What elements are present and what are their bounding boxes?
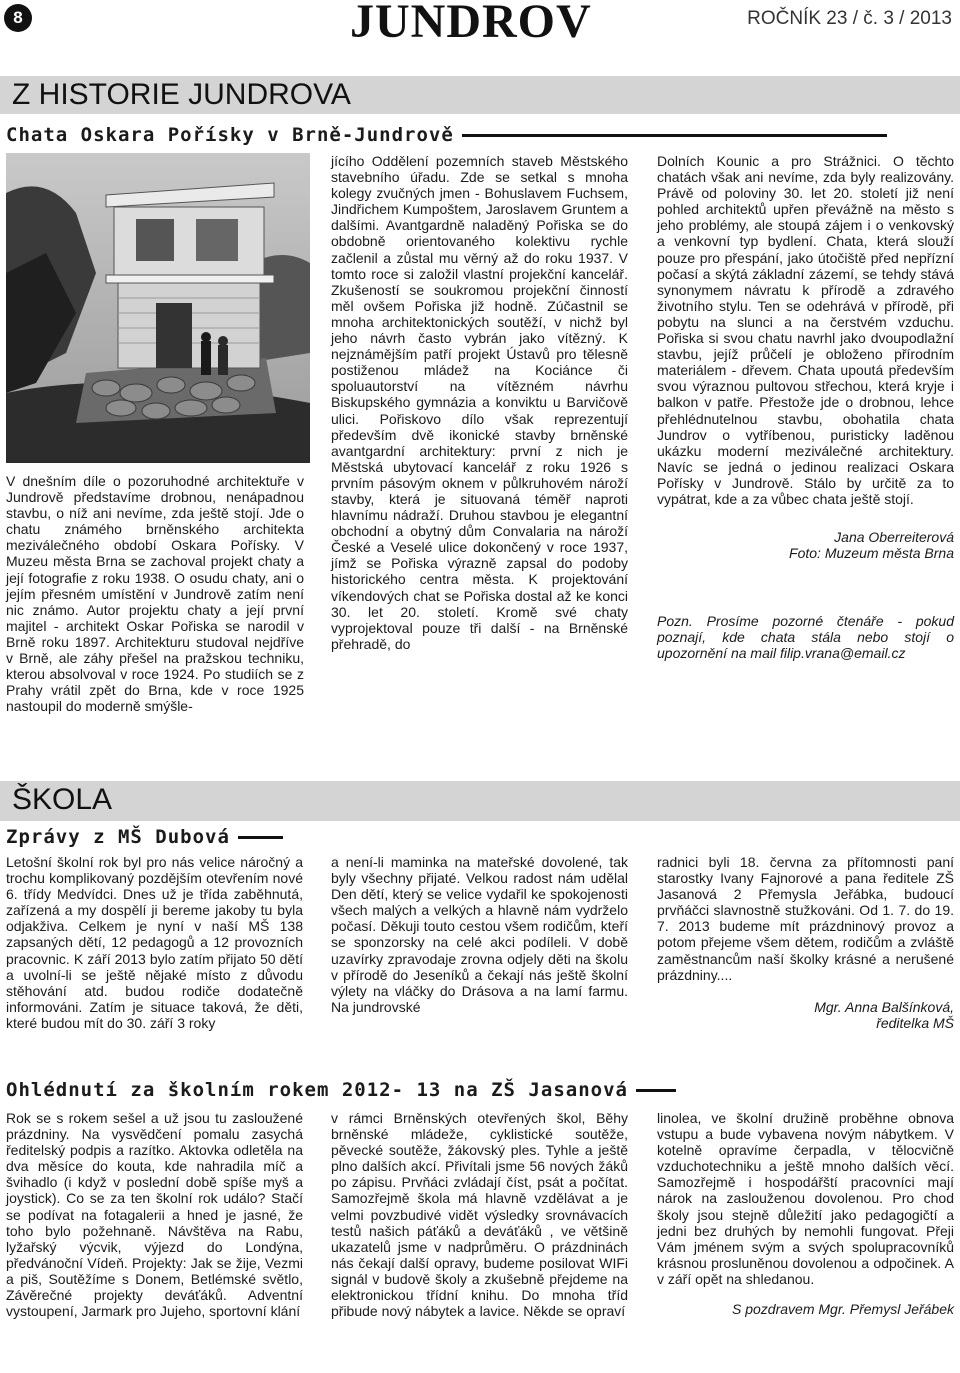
ms-column-2 [331, 854, 628, 1015]
article-title-text: Chata Oskara Pořísky v Brně-Jundrově [6, 124, 454, 146]
zs-text-3: linolea, ve školní družině proběhne obnova vstupu a bude vybavena novým nábytkem. V kotelně opravíme čerpadla, v tělocvičně vzduchotechniku a ještě mnoho dalších věcí. Samozřejmě i hospodářští pracovníci mají nárok na zaslouženou dovolenou. Pro chod školy jsou stejně důležití jako pedagogičtí a jedni bez druhých by nemohli fungovat. Přeji Vám jménem svým a svých spolupracovníků krásnou prosluněnou dovolenou a odpočinek. A v září opět na shledanou. [657, 1110, 954, 1287]
title-rule [238, 836, 283, 839]
chalet-photo [6, 153, 310, 463]
article-title-ms-text: Zprávy z MŠ Dubová [6, 826, 230, 848]
article-title-history [6, 124, 887, 146]
ms-column-3 [657, 854, 954, 1031]
history-column-1 [6, 473, 304, 714]
zs-text-2: v rámci Brněnských otevřených škol, Běhy brněnské mládeže, cyklistické soutěže, pěvecké soutěže, žákovský ples. Tyhle a ještě plno dalších akcí. Přivítali jsme 56 nových žáků po zápisu. Prvňáci zvládají číst, psát a počítat. Samozřejmě škola má hlavně vzdělávat a je velmi povzbudivé vidět výsledky srovnávacích testů našich páťáků a deváťáků , ve většině ukazatelů jsme v nadprůměru. O prázdninách nás čekají další opravy, budeme posilovat WIFi signál v budově školy a zkušebně přejdeme na elektronickou třídní knihu. Do mnoha tříd přibude nový nábytek a lavice. Někde se opraví [331, 1110, 628, 1320]
zs-column-2 [331, 1110, 628, 1319]
article-title-ms [6, 826, 283, 848]
title-rule [462, 134, 887, 137]
ms-text-1: Letošní školní rok byl pro nás velice náročný a trochu komplikovaný pozdějším otevřením nové 6. třídy Medvídci. Dnes už je třída zaběhnutá, zařízená a my dospělí ji bereme jakoby tu byla odjakživa. Celkem je nyní v naší MŠ 138 zapsaných dětí, 12 pedagogů a 12 provozních pracovnic. K září 2013 bylo zatím přijato 50 dětí a uvolní-li se ještě nějaké místo z důvodu stěhování atd. budou rodiče dodatečně informováni. Zatím je situace taková, že děti, které budou mít do 30. září 3 roky [6, 854, 303, 1031]
section-title-school: ŠKOLA [12, 783, 113, 816]
article-title-zs-text: Ohlédnutí za školním rokem 2012- 13 na ZŠ Jasanová [6, 1079, 628, 1101]
ms-text-2: a není-li maminka na mateřské dovolené, tak byly všechny přijaté. Velkou radost nám udělal Den dětí, který se velice vydařil ke spokojenosti všech malých a velkých a hlavně nám vydrželo počasí. Děkuji touto cestou všem rodičům, kteří se sponzorsky na celé akci podíleli. V době uzavírky zpravodaje zrovna odjely děti na školu v přírodě do Jeseníků a čekají nás ještě školní výlety na vláčky do Drásova a na lamí farmu. Na jundrovské [331, 854, 628, 1015]
history-text-3: Dolních Kounic a pro Strážnici. O těchto chatách však ani nevíme, zda byly realizovány. Právě od poloviny 30. let 20. století již není pohled architektů upřen převážně na město s jeho problémy, ale stoupá zájem i o venkovský a venkovní typ bydlení. Chata, která slouží pouze pro přespání, jako útočiště před nepřízní počasí a skýtá základní zázemí, se tehdy stává synonymem návratu k přírodě a zdravého životního stylu. Ten se odehrává v přírodě, při pobytu na slunci a na čerstvém vzduchu. Pořiska si svou chatu navrhl jako dvoupodlažní stavbu, jejíž průčelí je obloženo přírodním materiálem - dřevem. Chata upoutá především svou výraznou pultovou střechou, která kryje i balkon v patře. Přestože jde o drobnou, lehce přehlédnutelnou stavbu, obohatila chata Jundrov o vytříbenou, puristicky laděnou ukázku moderní meziválečné architektury. Navíc se jedná o jedinou realizaci Oskara Pořísky v Jundrově. Stálo by určitě za to vypátrat, kde a za vůbec chata ještě stojí. [657, 153, 954, 507]
history-text-1: V dnešním díle o pozoruhodné architektuře v Jundrově představíme drobnou, nenápadnou stavbu, o níž ani nevíme, zda ještě stojí. Jde o chatu známého brněnského architekta meziválečného období Oskara Pořísky. V Muzeu města Brna se zachoval projekt chaty a její fotografie z roku 1938. O osudu chaty, ani o jejím přesném umístění v Jundrově zatím není nic známo. Autor projektu chaty a její první majitel - architekt Oskar Pořiska se narodil v Brně roku 1897. Architekturu studoval nejdříve v Brně, ale záhy přešel na pražskou techniku, kterou absolvoval v roce 1924. Po studiích se z Prahy vrátil zpět do Brna, kde v roce 1925 nastoupil do moderně smýšle- [6, 473, 304, 715]
zs-column-1 [6, 1110, 303, 1319]
photo-credit: Foto: Muzeum města Brna [789, 545, 954, 562]
section-title-history: Z HISTORIE JUNDROVA [12, 78, 351, 111]
author-name: Jana Oberreiterová [834, 529, 954, 546]
section-band-school [0, 781, 960, 821]
zs-signature: S pozdravem Mgr. Přemysl Jeřábek [732, 1301, 954, 1318]
history-column-2 [331, 153, 628, 652]
reader-note: Pozn. Prosíme pozorné čtenáře - pokud poznají, kde chata stála nebo stojí o upozornění na mail filip.vrana@email.cz [657, 613, 954, 662]
history-column-3 [657, 153, 954, 662]
zs-text-1: Rok se s rokem sešel a už jsou tu zasloužené prázdniny. Na vysvědčení pomalu zasychá ředitelský podpis a razítko. Aktovka odletěla na dva měsíce do kouta, kde nahradila míč a švihadlo (i když v poslední době spíše myš a joystick). Co se za ten školní rok událo? Stačí se podívat na fotagalerii a hned je jasné, že toho bylo požehnaně. Návštěva na Rabu, lyžařský výcvik, výjezd do Londýna, předvánoční Vídeň. Projekty: Jak se žije, Vezmi a piš, Soutěžíme s Donem, Betlémské světlo, Závěrečné projekty deváťáků. Adventní vystoupení, Jarmark pro Jujeho, sportovní klání [6, 1110, 303, 1320]
ms-column-1 [6, 854, 303, 1031]
masthead-title: JUNDROV [350, 0, 592, 48]
title-rule [636, 1089, 676, 1092]
history-text-2: jícího Oddělení pozemních staveb Městského stavebního úřadu. Zde se setkal s mnoha kolegy zvučných jmen - Bohuslavem Fuchsem, Jindřichem Kumpoštem, Jaroslavem Gruntem a dalšími. Avantgardně naladěný Pořiska se do obdobně orientovaného kolektivu rychle začlenil a zůstal mu věrný až do roku 1937. V tomto roce si založil vlastní projekční kancelář. Zkušeností se soukromou projekční činností měl ovšem Pořiska již hodně. Zúčastnil se mnoha architektonických soutěží, v nichž byl jeho návrh často vybrán jako vítězný. K nejznámějším patří projekt Ústavů pro tělesně postiženou mládež na Kociánce či spoluautorství na vítězném návrhu Biskupského gymnázia a konviktu u Barvičově ulici. Pořiskovo dílo však reprezentují především dvě ikonické stavby brněnské avantgardní architektury: první z nich je Městská ubytovací kancelář z roku 1926 s prvním pásovým oknem v půlkruhovém nároží stavby, která je situovaná téměř naproti hlavnímu nádraží. Druhou stavbou je elegantní obchodní a obytný dům Convalaria na nároží České a Veselé ulice dokončený v roce 1937, jímž se Pořiska výrazně zapsal do podoby historického centra města. K projektování víkendových chat se Pořiska dostal až ke konci 30. let 20. století. Kromě své chaty vyprojektoval pouze tři další - na Brněnské přehradě, do [331, 153, 628, 652]
ms-signature-role: ředitelka MŠ [876, 1014, 954, 1031]
issue-info: ROČNÍK 23 / č. 3 / 2013 [747, 8, 952, 29]
ms-signature: Mgr. Anna Balšínková, [814, 998, 954, 1015]
article-title-zs [6, 1079, 676, 1101]
page-number: 8 [4, 4, 32, 32]
ms-text-3: radnici byli 18. června za přítomnosti paní starostky Ivany Fajnorové a pana ředitele ZŠ Jasanová 2 Přemysla Jeřábka, budoucí prvňáčci slavnostně stužkováni. Od 1. 7. do 19. 7. 2013 budeme mít prázdninový provoz a potom přejeme všem dětem, rodičům a zvláště zaměstnancům naší školky krásné a nerušené prázdniny.... [657, 854, 954, 983]
zs-column-3 [657, 1110, 954, 1317]
